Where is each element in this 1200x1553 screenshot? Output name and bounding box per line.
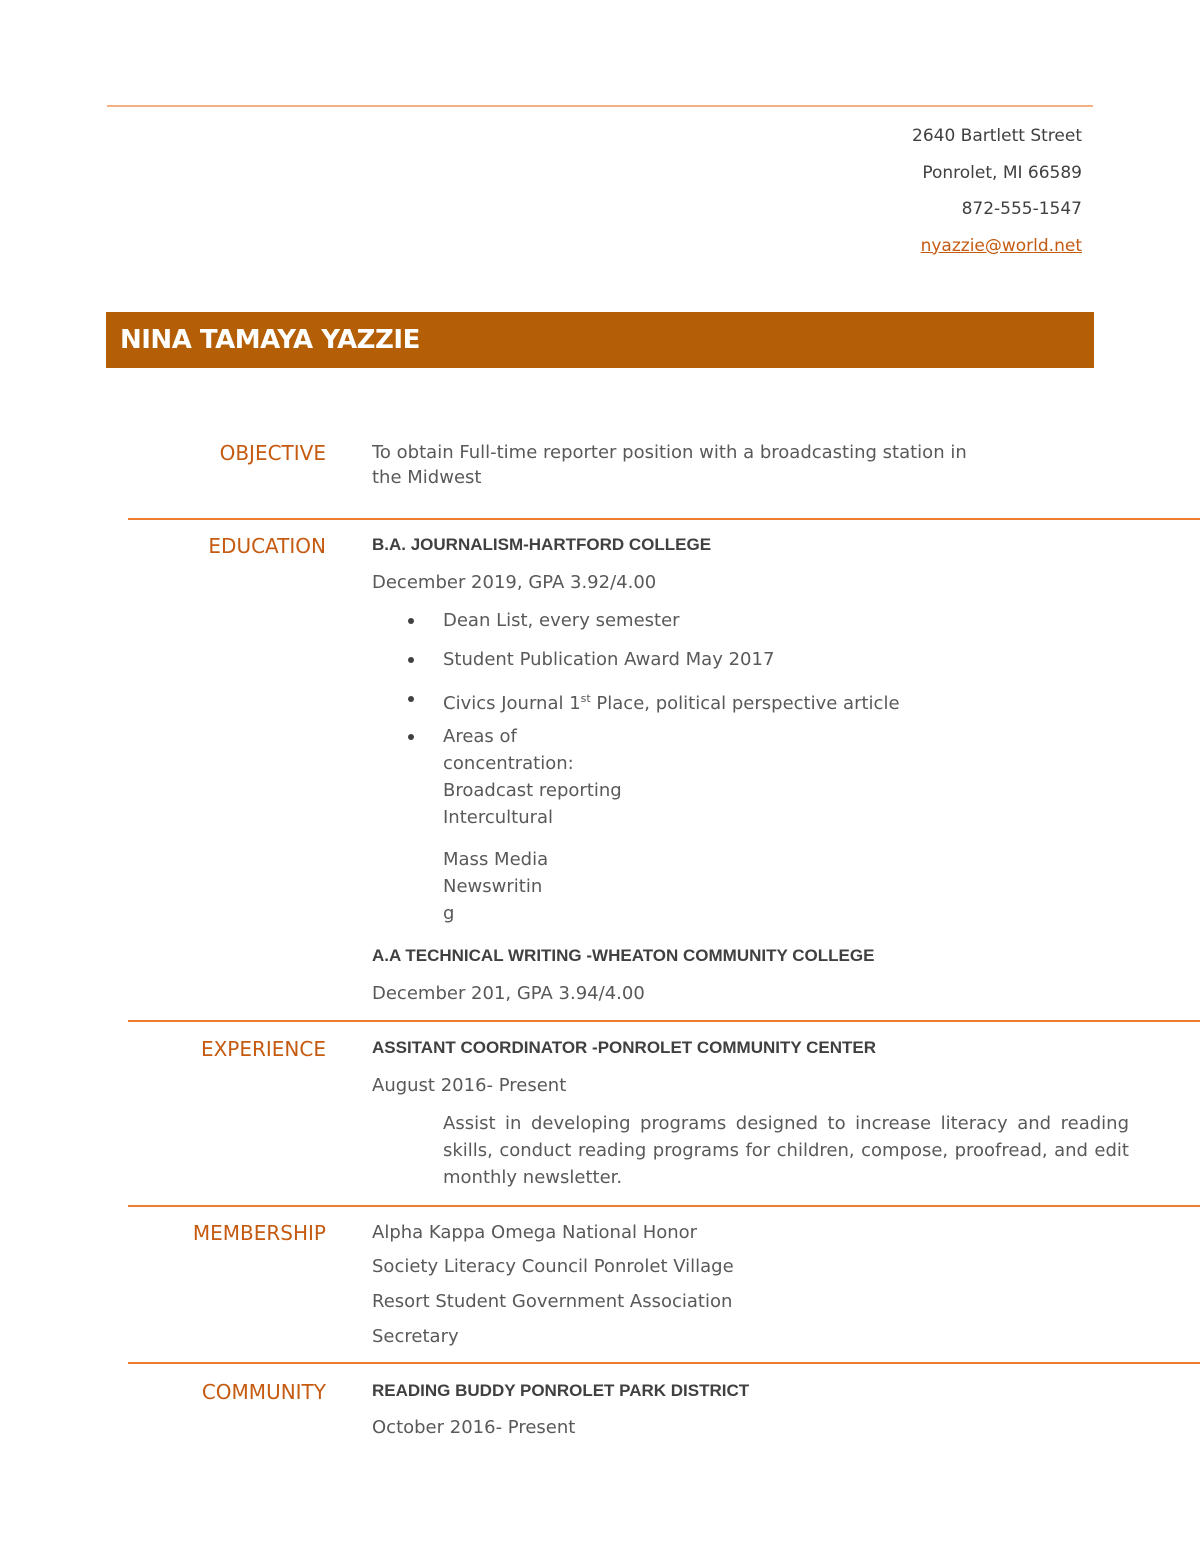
objective-line-1: To obtain Full-time reporter position with a broadcasting station in — [372, 442, 967, 463]
areas-line: g — [443, 903, 455, 924]
contact-phone: 872-555-1547 — [961, 199, 1082, 219]
degree-2-title: A.A TECHNICAL WRITING -WHEATON COMMUNITY COLLEGE — [372, 946, 875, 965]
membership-line: Alpha Kappa Omega National Honor — [372, 1222, 698, 1243]
civics-text-a: Civics Journal 1 — [443, 693, 581, 714]
contact-city: Ponrolet, MI 66589 — [922, 162, 1082, 183]
education-label: EDUCATION — [208, 534, 326, 558]
degree-1-title: B.A. JOURNALISM-HARTFORD COLLEGE — [372, 535, 712, 554]
education-bullet-award: Student Publication Award May 2017 — [443, 649, 775, 670]
areas-line: Mass Media — [443, 849, 549, 870]
contact-email-link[interactable]: nyazzie@world.net — [920, 235, 1082, 256]
areas-line: Broadcast reporting — [443, 780, 622, 801]
community-title: READING BUDDY PONROLET PARK DISTRICT — [372, 1381, 750, 1400]
contact-street: 2640 Bartlett Street — [912, 126, 1082, 146]
areas-line: concentration: — [443, 753, 574, 774]
areas-line: Intercultural — [443, 807, 554, 828]
education-bullet-dean-list: Dean List, every semester — [443, 610, 680, 631]
areas-list-1 — [443, 750, 622, 831]
areas-line: Newswritin — [443, 876, 543, 897]
contact-block — [912, 124, 1082, 270]
degree-2-date: December 201, GPA 3.94/4.00 — [372, 983, 645, 1004]
education-bullet-areas: Areas of — [443, 726, 517, 747]
areas-list-2 — [443, 846, 548, 927]
community-label: COMMUNITY — [201, 1380, 326, 1404]
community-divider — [128, 1362, 1200, 1364]
membership-line: Society Literacy Council Ponrolet Village — [372, 1256, 734, 1277]
community-date: October 2016- Present — [372, 1417, 576, 1438]
experience-date: August 2016- Present — [372, 1075, 567, 1096]
name-banner — [106, 312, 1094, 368]
experience-label: EXPERIENCE — [200, 1037, 326, 1061]
applicant-name: NINA TAMAYA YAZZIE — [120, 325, 420, 355]
objective-line-2: the Midwest — [372, 467, 482, 488]
experience-title: ASSITANT COORDINATOR -PONROLET COMMUNITY CENTER — [372, 1038, 877, 1057]
header-top-rule — [107, 105, 1093, 107]
experience-divider — [128, 1020, 1200, 1022]
experience-description: Assist in developing programs designed to increase literacy and reading skills, conduct reading programs for children, compose, proofread, and edit monthly newsletter. — [443, 1113, 1129, 1188]
membership-label: MEMBERSHIP — [192, 1221, 326, 1245]
membership-line: Secretary — [372, 1326, 459, 1347]
membership-line: Resort Student Government Association — [372, 1291, 733, 1312]
membership-divider — [128, 1205, 1200, 1207]
objective-label: OBJECTIVE — [219, 441, 326, 465]
civics-superscript: st — [580, 692, 591, 705]
civics-text-b: Place, political perspective article — [590, 693, 900, 714]
degree-1-date: December 2019, GPA 3.92/4.00 — [372, 572, 657, 593]
education-bullet-civics — [443, 687, 900, 716]
education-divider — [128, 518, 1200, 520]
